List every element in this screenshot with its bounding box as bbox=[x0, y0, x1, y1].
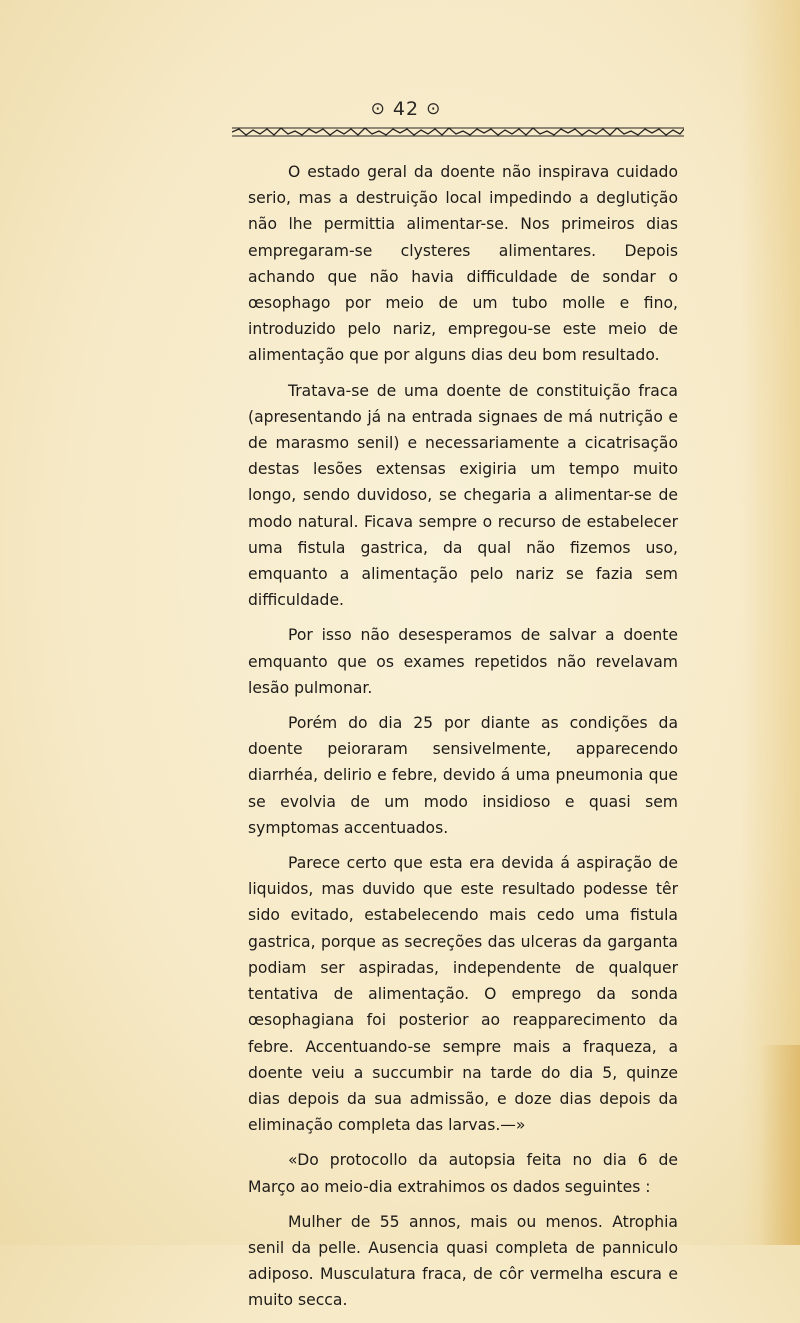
paragraph: Por isso não desesperamos de salvar a doente emquanto que os exames repetidos não revelavam lesão pulmonar. bbox=[248, 626, 678, 697]
paragraph: Tratava-se de uma doente de constituição fraca (apresentando já na entrada signaes de má nutrição e de marasmo senil) e necessariamente a cicatrisação destas lesões extensas exigiria um tempo muito longo, sendo duvidoso, se chegaria a alimentar-se de modo natural. Ficava sempre o recurso de estabelecer uma fistula gastrica, da qual não fizemos uso, emquanto a alimentação pelo nariz se fazia sem difficuldade. bbox=[248, 381, 678, 610]
paragraph: Parece certo que esta era devida á aspiração de liquidos, mas duvido que este resultado podesse têr sido evitado, estabelecendo mais cedo uma fistula gastrica, porque as secreções das ulceras da garganta podiam ser aspiradas, independente de qualquer tentativa de alimentação. O emprego da sonda œsophagiana foi posterior ao reapparecimento da febre. Accentuando-se sempre mais a fraqueza, a doente veiu a succumbir na tarde do dia 5, quinze dias depois da sua admissão, e doze dias depois da eliminação completa das larvas.—» bbox=[248, 854, 678, 1135]
circle-ornament-icon: ⊙ bbox=[426, 99, 442, 119]
paragraph: Mulher de 55 annos, mais ou menos. Atrophia senil da pelle. Ausencia quasi completa de panniculo adiposo. Musculatura fraca, de côr vermelha escura e muito secca. bbox=[248, 1212, 678, 1310]
page-corner-tint bbox=[760, 1045, 800, 1245]
page-header bbox=[272, 98, 540, 120]
paragraph: O estado geral da doente não inspirava cuidado serio, mas a destruição local impedindo a deglutição não lhe permittia alimentar-se. Nos primeiros dias empregaram-se clysteres alimentares. Depois achando que não havia difficuldade de sondar o œsophago por meio de um tubo molle e fino, introduzido pelo nariz, empregou-se este meio de alimentação que por alguns dias deu bom resultado. bbox=[248, 163, 678, 365]
paragraph: «Do protocollo da autopsia feita no dia 6 de Março ao meio-dia extrahimos os dados seguintes : bbox=[248, 1151, 678, 1196]
decorative-wavy-rule bbox=[232, 125, 684, 139]
page-number: 42 bbox=[392, 98, 420, 120]
body-text bbox=[248, 159, 678, 1323]
circle-ornament-icon: ⊙ bbox=[370, 99, 386, 119]
paragraph: Porém do dia 25 por diante as condições da doente peioraram sensivelmente, apparecendo diarrhéa, delirio e febre, devido á uma pneumonia que se evolvia de um modo insidioso e quasi sem symptomas accentuados. bbox=[248, 714, 678, 837]
